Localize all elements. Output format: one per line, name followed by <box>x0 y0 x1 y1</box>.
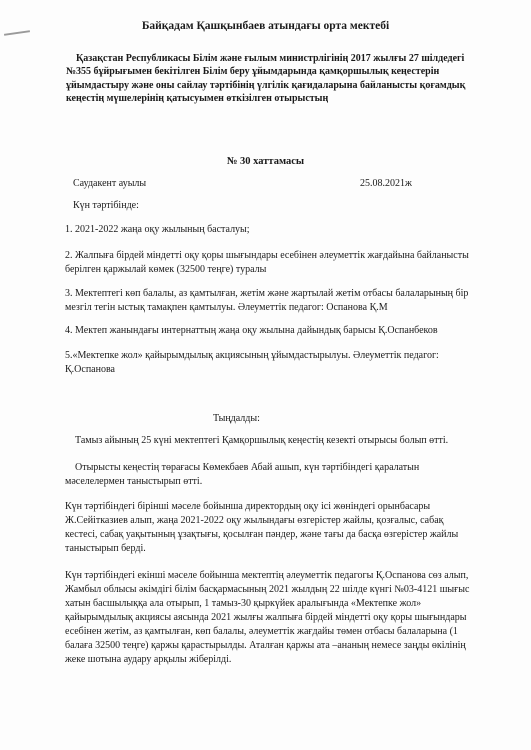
paragraph-line: қайырымдылық акциясы аясында 2021 жылғы жалпыға бірдей міндетті оқу қоры шығындары <box>65 612 467 623</box>
minutes-paragraph <box>65 500 505 556</box>
paragraph-line: Күн тәртібіндегі бірінші мәселе бойынша директордың оқу ісі жөніндегі орынбасары <box>65 501 431 512</box>
agenda-item <box>65 287 505 315</box>
paragraph-line: Жамбыл облысы әкімдігі білім басқармасының 2021 жылдың 22 шілде күнгі №03-4121 шығыс <box>65 584 470 595</box>
agenda-item-line: 5.«Мектепке жол» қайырымдылық акциясының ұйымдастырылуы. Әлеуметтік педагог: <box>65 350 439 361</box>
header-line: ұйымдастыру және оны сайлау тәртібінің үлгілік қағидаларына байланысты қоғамдық <box>66 79 466 91</box>
paragraph-line: таныстырып берді. <box>65 543 146 554</box>
agenda-item <box>65 223 505 237</box>
paragraph-line: есебінен жетім, аз қамтылған, көп балалы, әлеуметтік жағдайы төмен отбасы балаларына (1 <box>65 626 458 637</box>
meeting-header <box>66 52 486 106</box>
agenda-item <box>65 349 505 377</box>
paragraph-line: хатын басшылыққа ала отырып, 1 тамыз-30 қыркүйек аралығында «Мектепке жол» <box>65 598 422 609</box>
agenda-item-line: 4. Мектеп жанындағы интернаттың жаңа оқу жылына дайындық барысы Қ.Оспанбеков <box>65 325 438 336</box>
protocol-title: № 30 хаттамасы <box>226 156 305 167</box>
agenda-item <box>65 249 505 277</box>
agenda-heading: Күн тәртібінде: <box>73 200 139 211</box>
minutes-paragraph <box>65 434 505 448</box>
paragraph-line: Тамыз айының 25 күні мектептегі Қамқоршылық кеңестің кезекті отырысы болып өтті. <box>75 435 449 446</box>
agenda-item-line: мезгіл тегін ыстық тамақпен қамтылуы. Әлеуметтік педагог: Оспанова Қ.М <box>65 302 388 313</box>
minutes-paragraph <box>65 461 505 489</box>
paragraph-line: Ж.Сейітказиев алып, жаңа 2021-2022 оқу жылындағы өзгерістер жайлы, қозғалыс, сабақ <box>65 515 444 526</box>
agenda-item-line: Қ.Оспанова <box>65 364 115 375</box>
paragraph-line: мәселелермен таныстырып өтті. <box>65 476 203 487</box>
agenda-item-line: 3. Мектептегі көп балалы, аз қамтылған, жетім және жартылай жетім отбасы балаларының бір <box>65 288 469 299</box>
meeting-date: 25.08.2021ж <box>360 178 412 189</box>
paragraph-line: Күн тәртібіндегі екінші мәселе бойынша мектептің әлеуметтік педагогы Қ.Оспанова сөз алып, <box>65 570 469 581</box>
header-line: кеңестің мүшелерінің қатысуымен өткізілген отырыстың <box>66 93 329 105</box>
paragraph-line: балаға 32500 теңге) қаржы қарастырылды. Аталған қаржы ата –ананың немесе заңды өкілінің <box>65 640 466 651</box>
agenda-item-line: 2. Жалпыға бірдей міндетті оқу қоры шығындары есебінен әлеуметтік жағдайына байланысты <box>65 250 469 261</box>
paragraph-line: кестесі, сабақ уақытының ұзақтығы, қосылған пәндер, және тағы да басқа өзгерістер жайлы <box>65 529 459 540</box>
agenda-item <box>65 324 505 338</box>
listened-heading: Тыңдалды: <box>213 413 260 424</box>
paragraph-line: Отырысты кеңестің төрағасы Көмекбаев Абай ашып, күн тәртібіндегі қаралатын <box>75 462 420 473</box>
header-line: Қазақстан Республикасы Білім және ғылым министрлігінің 2017 жылғы 27 шілдедегі <box>76 53 465 64</box>
meeting-place: Саудакент ауылы <box>73 178 147 189</box>
school-name: Байқадам Қашқынбаев атындағы орта мектебі <box>141 20 390 32</box>
paragraph-line: жеке шотына аудару арқылы жіберілді. <box>65 654 232 665</box>
agenda-item-line: берілген қаржылай көмек (32500 теңге) туралы <box>65 264 267 275</box>
minutes-paragraph <box>65 569 505 667</box>
agenda-item-line: 1. 2021-2022 жаңа оқу жылының басталуы; <box>65 224 250 235</box>
header-line: №355 бұйрығымен бекітілген Білім беру ұйымдарында қамқоршылық кеңестерін <box>66 66 440 78</box>
